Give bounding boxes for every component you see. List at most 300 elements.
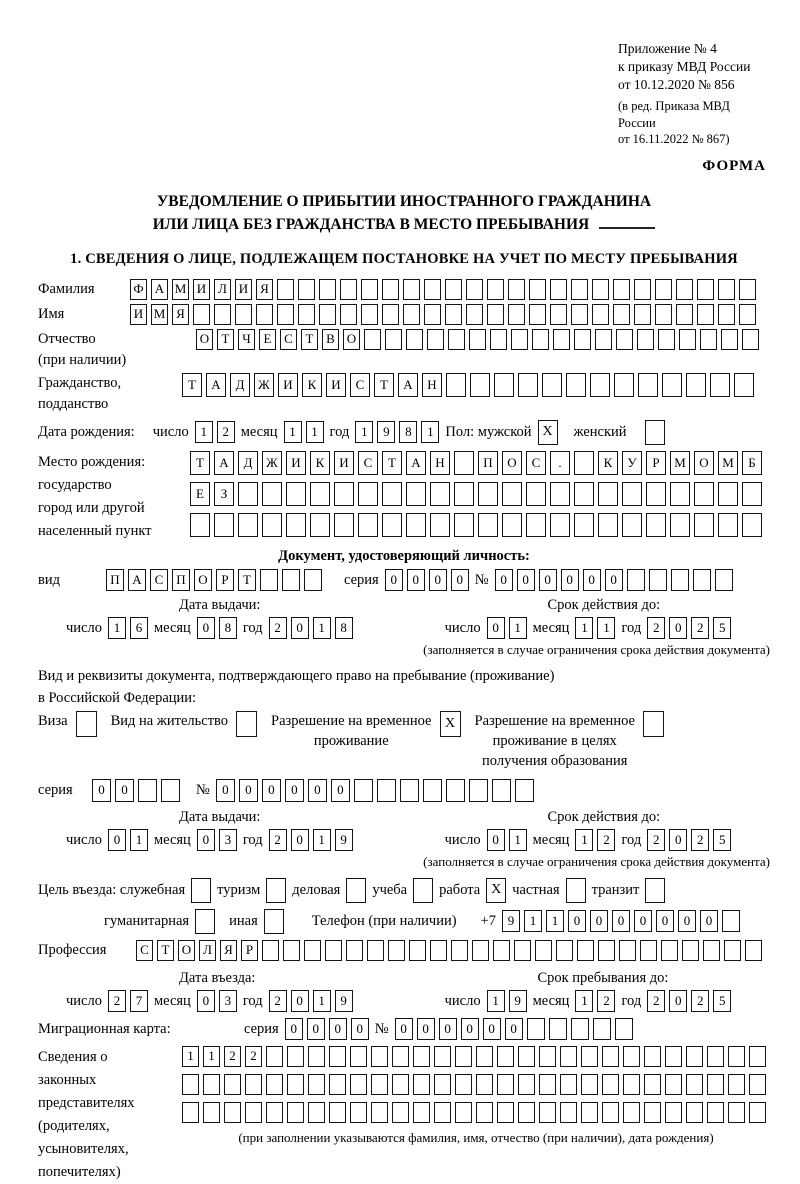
char-cell[interactable]: 6 xyxy=(130,617,148,639)
char-cell[interactable]: 2 xyxy=(647,990,665,1012)
char-cell[interactable]: 0 xyxy=(351,1018,369,1040)
char-cell[interactable]: 9 xyxy=(377,421,395,443)
char-cell[interactable] xyxy=(308,1102,325,1123)
char-cell[interactable]: 2 xyxy=(108,990,126,1012)
char-cell[interactable] xyxy=(518,1074,535,1095)
char-cell[interactable] xyxy=(476,1074,493,1095)
char-cell[interactable] xyxy=(434,1074,451,1095)
char-cell[interactable] xyxy=(602,1046,619,1067)
char-cell[interactable] xyxy=(532,329,549,350)
char-cell[interactable] xyxy=(722,910,740,932)
humanitarian-checkbox[interactable] xyxy=(195,909,215,934)
char-cell[interactable] xyxy=(644,1046,661,1067)
char-cell[interactable]: 0 xyxy=(331,779,350,802)
char-cell[interactable] xyxy=(446,373,466,397)
char-cell[interactable] xyxy=(260,569,278,591)
char-cell[interactable] xyxy=(497,1102,514,1123)
char-cell[interactable] xyxy=(539,1102,556,1123)
char-cell[interactable]: 0 xyxy=(92,779,111,802)
char-cell[interactable] xyxy=(593,1018,611,1040)
char-cell[interactable]: Е xyxy=(190,482,210,506)
char-cell[interactable]: 1 xyxy=(524,910,542,932)
char-cell[interactable] xyxy=(518,373,538,397)
char-cell[interactable] xyxy=(574,482,594,506)
char-cell[interactable]: О xyxy=(343,329,360,350)
char-cell[interactable]: 2 xyxy=(597,829,615,851)
char-cell[interactable] xyxy=(710,373,730,397)
char-cell[interactable] xyxy=(427,329,444,350)
char-cell[interactable] xyxy=(472,940,489,961)
char-cell[interactable]: Я xyxy=(256,279,273,300)
char-cell[interactable]: 1 xyxy=(313,990,331,1012)
char-cell[interactable]: К xyxy=(302,373,322,397)
char-cell[interactable] xyxy=(287,1046,304,1067)
char-cell[interactable] xyxy=(511,329,528,350)
char-cell[interactable] xyxy=(406,513,426,537)
char-cell[interactable] xyxy=(697,279,714,300)
char-cell[interactable]: Т xyxy=(374,373,394,397)
char-cell[interactable] xyxy=(283,940,300,961)
char-cell[interactable] xyxy=(571,304,588,325)
char-cell[interactable] xyxy=(742,513,762,537)
char-cell[interactable]: 8 xyxy=(219,617,237,639)
char-cell[interactable]: 2 xyxy=(269,990,287,1012)
char-cell[interactable]: 0 xyxy=(483,1018,501,1040)
char-cell[interactable] xyxy=(245,1074,262,1095)
char-cell[interactable]: 9 xyxy=(335,990,353,1012)
char-cell[interactable] xyxy=(310,482,330,506)
char-cell[interactable] xyxy=(728,1046,745,1067)
char-cell[interactable] xyxy=(277,304,294,325)
char-cell[interactable]: 0 xyxy=(239,779,258,802)
char-cell[interactable] xyxy=(581,1046,598,1067)
char-cell[interactable]: 0 xyxy=(285,1018,303,1040)
char-cell[interactable] xyxy=(715,569,733,591)
char-cell[interactable] xyxy=(451,940,468,961)
char-cell[interactable]: 3 xyxy=(219,990,237,1012)
char-cell[interactable] xyxy=(526,513,546,537)
char-cell[interactable] xyxy=(665,1074,682,1095)
char-cell[interactable] xyxy=(385,329,402,350)
char-cell[interactable] xyxy=(382,513,402,537)
char-cell[interactable] xyxy=(190,513,210,537)
char-cell[interactable]: 2 xyxy=(217,421,235,443)
char-cell[interactable] xyxy=(350,1046,367,1067)
char-cell[interactable] xyxy=(490,329,507,350)
char-cell[interactable]: 5 xyxy=(713,829,731,851)
char-cell[interactable] xyxy=(598,513,618,537)
char-cell[interactable]: 2 xyxy=(691,617,709,639)
char-cell[interactable] xyxy=(358,482,378,506)
char-cell[interactable] xyxy=(728,1102,745,1123)
char-cell[interactable]: С xyxy=(350,373,370,397)
char-cell[interactable]: 0 xyxy=(451,569,469,591)
char-cell[interactable]: 0 xyxy=(262,779,281,802)
char-cell[interactable]: 1 xyxy=(355,421,373,443)
female-checkbox[interactable] xyxy=(645,420,665,445)
char-cell[interactable] xyxy=(728,1074,745,1095)
char-cell[interactable] xyxy=(193,304,210,325)
char-cell[interactable] xyxy=(476,1102,493,1123)
char-cell[interactable]: 0 xyxy=(216,779,235,802)
char-cell[interactable] xyxy=(700,329,717,350)
char-cell[interactable]: 0 xyxy=(395,1018,413,1040)
char-cell[interactable] xyxy=(637,329,654,350)
char-cell[interactable] xyxy=(560,1102,577,1123)
char-cell[interactable] xyxy=(634,304,651,325)
char-cell[interactable] xyxy=(529,279,546,300)
char-cell[interactable] xyxy=(670,482,690,506)
char-cell[interactable]: Ч xyxy=(238,329,255,350)
char-cell[interactable]: 1 xyxy=(130,829,148,851)
char-cell[interactable] xyxy=(622,513,642,537)
char-cell[interactable] xyxy=(686,1074,703,1095)
char-cell[interactable]: 1 xyxy=(575,617,593,639)
char-cell[interactable] xyxy=(286,482,306,506)
char-cell[interactable] xyxy=(508,304,525,325)
char-cell[interactable] xyxy=(571,1018,589,1040)
char-cell[interactable]: 0 xyxy=(291,829,309,851)
char-cell[interactable] xyxy=(550,304,567,325)
char-cell[interactable] xyxy=(298,279,315,300)
char-cell[interactable] xyxy=(508,279,525,300)
char-cell[interactable]: П xyxy=(106,569,124,591)
char-cell[interactable]: А xyxy=(128,569,146,591)
residence-permit-checkbox[interactable] xyxy=(236,711,257,737)
char-cell[interactable]: О xyxy=(694,451,714,475)
char-cell[interactable] xyxy=(214,513,234,537)
char-cell[interactable] xyxy=(329,1046,346,1067)
char-cell[interactable] xyxy=(400,779,419,802)
char-cell[interactable]: 0 xyxy=(634,910,652,932)
char-cell[interactable] xyxy=(742,329,759,350)
transit-checkbox[interactable] xyxy=(645,878,665,903)
char-cell[interactable] xyxy=(287,1074,304,1095)
char-cell[interactable] xyxy=(371,1102,388,1123)
char-cell[interactable]: 1 xyxy=(546,910,564,932)
char-cell[interactable] xyxy=(354,779,373,802)
char-cell[interactable] xyxy=(445,279,462,300)
char-cell[interactable]: 0 xyxy=(329,1018,347,1040)
char-cell[interactable]: 0 xyxy=(197,990,215,1012)
char-cell[interactable]: П xyxy=(172,569,190,591)
char-cell[interactable]: 2 xyxy=(647,829,665,851)
char-cell[interactable] xyxy=(529,304,546,325)
char-cell[interactable]: Т xyxy=(217,329,234,350)
char-cell[interactable] xyxy=(424,279,441,300)
male-checkbox[interactable]: X xyxy=(538,420,558,445)
char-cell[interactable] xyxy=(286,513,306,537)
char-cell[interactable] xyxy=(238,513,258,537)
char-cell[interactable] xyxy=(319,304,336,325)
char-cell[interactable]: Я xyxy=(220,940,237,961)
char-cell[interactable] xyxy=(577,940,594,961)
char-cell[interactable]: П xyxy=(478,451,498,475)
char-cell[interactable] xyxy=(571,279,588,300)
char-cell[interactable] xyxy=(515,779,534,802)
char-cell[interactable]: 5 xyxy=(713,617,731,639)
char-cell[interactable]: 0 xyxy=(307,1018,325,1040)
char-cell[interactable] xyxy=(392,1046,409,1067)
char-cell[interactable] xyxy=(745,940,762,961)
char-cell[interactable] xyxy=(262,513,282,537)
char-cell[interactable] xyxy=(655,304,672,325)
char-cell[interactable] xyxy=(334,482,354,506)
char-cell[interactable] xyxy=(518,1046,535,1067)
char-cell[interactable] xyxy=(308,1046,325,1067)
char-cell[interactable]: И xyxy=(278,373,298,397)
char-cell[interactable] xyxy=(697,304,714,325)
char-cell[interactable]: 0 xyxy=(517,569,535,591)
char-cell[interactable] xyxy=(566,373,586,397)
char-cell[interactable]: Ж xyxy=(262,451,282,475)
char-cell[interactable]: Т xyxy=(301,329,318,350)
char-cell[interactable] xyxy=(413,1046,430,1067)
char-cell[interactable] xyxy=(478,513,498,537)
char-cell[interactable] xyxy=(682,940,699,961)
char-cell[interactable] xyxy=(350,1102,367,1123)
char-cell[interactable]: 0 xyxy=(539,569,557,591)
char-cell[interactable]: . xyxy=(550,451,570,475)
char-cell[interactable]: А xyxy=(406,451,426,475)
char-cell[interactable] xyxy=(350,1074,367,1095)
char-cell[interactable]: С xyxy=(280,329,297,350)
char-cell[interactable] xyxy=(325,940,342,961)
char-cell[interactable]: 3 xyxy=(219,829,237,851)
char-cell[interactable]: 0 xyxy=(115,779,134,802)
char-cell[interactable]: А xyxy=(398,373,418,397)
char-cell[interactable] xyxy=(707,1074,724,1095)
char-cell[interactable] xyxy=(455,1046,472,1067)
char-cell[interactable] xyxy=(455,1074,472,1095)
char-cell[interactable]: 2 xyxy=(597,990,615,1012)
char-cell[interactable] xyxy=(646,513,666,537)
char-cell[interactable]: Н xyxy=(430,451,450,475)
char-cell[interactable]: 1 xyxy=(284,421,302,443)
char-cell[interactable] xyxy=(644,1074,661,1095)
char-cell[interactable]: 0 xyxy=(308,779,327,802)
char-cell[interactable]: Т xyxy=(190,451,210,475)
char-cell[interactable]: 0 xyxy=(669,990,687,1012)
char-cell[interactable] xyxy=(671,569,689,591)
char-cell[interactable] xyxy=(470,373,490,397)
char-cell[interactable] xyxy=(634,279,651,300)
char-cell[interactable]: 0 xyxy=(291,990,309,1012)
char-cell[interactable] xyxy=(550,513,570,537)
char-cell[interactable] xyxy=(392,1074,409,1095)
char-cell[interactable]: 0 xyxy=(197,829,215,851)
char-cell[interactable] xyxy=(409,940,426,961)
official-checkbox[interactable] xyxy=(191,878,211,903)
char-cell[interactable]: 0 xyxy=(108,829,126,851)
char-cell[interactable] xyxy=(203,1074,220,1095)
char-cell[interactable] xyxy=(627,569,645,591)
char-cell[interactable] xyxy=(574,513,594,537)
char-cell[interactable] xyxy=(539,1046,556,1067)
char-cell[interactable] xyxy=(742,482,762,506)
char-cell[interactable]: З xyxy=(214,482,234,506)
char-cell[interactable]: О xyxy=(194,569,212,591)
char-cell[interactable] xyxy=(238,482,258,506)
char-cell[interactable] xyxy=(718,482,738,506)
char-cell[interactable] xyxy=(266,1046,283,1067)
char-cell[interactable] xyxy=(434,1046,451,1067)
char-cell[interactable] xyxy=(590,373,610,397)
char-cell[interactable] xyxy=(598,482,618,506)
char-cell[interactable] xyxy=(308,1074,325,1095)
char-cell[interactable] xyxy=(224,1102,241,1123)
char-cell[interactable]: 1 xyxy=(195,421,213,443)
char-cell[interactable] xyxy=(329,1074,346,1095)
char-cell[interactable]: 0 xyxy=(678,910,696,932)
char-cell[interactable]: С xyxy=(358,451,378,475)
char-cell[interactable]: 2 xyxy=(269,829,287,851)
tourism-checkbox[interactable] xyxy=(266,878,286,903)
char-cell[interactable] xyxy=(406,482,426,506)
char-cell[interactable]: Л xyxy=(199,940,216,961)
char-cell[interactable] xyxy=(466,279,483,300)
char-cell[interactable] xyxy=(478,482,498,506)
char-cell[interactable] xyxy=(430,513,450,537)
char-cell[interactable]: И xyxy=(235,279,252,300)
char-cell[interactable] xyxy=(340,304,357,325)
char-cell[interactable] xyxy=(245,1102,262,1123)
char-cell[interactable] xyxy=(182,1102,199,1123)
char-cell[interactable] xyxy=(718,304,735,325)
char-cell[interactable]: Б xyxy=(742,451,762,475)
char-cell[interactable] xyxy=(602,1074,619,1095)
char-cell[interactable] xyxy=(560,1046,577,1067)
char-cell[interactable] xyxy=(553,329,570,350)
char-cell[interactable] xyxy=(494,373,514,397)
char-cell[interactable]: И xyxy=(286,451,306,475)
char-cell[interactable] xyxy=(340,279,357,300)
char-cell[interactable] xyxy=(623,1102,640,1123)
char-cell[interactable]: К xyxy=(310,451,330,475)
char-cell[interactable] xyxy=(469,779,488,802)
char-cell[interactable] xyxy=(182,1074,199,1095)
char-cell[interactable] xyxy=(493,940,510,961)
char-cell[interactable] xyxy=(235,304,252,325)
char-cell[interactable]: 0 xyxy=(583,569,601,591)
char-cell[interactable] xyxy=(430,482,450,506)
char-cell[interactable] xyxy=(497,1046,514,1067)
char-cell[interactable]: 0 xyxy=(291,617,309,639)
char-cell[interactable] xyxy=(161,779,180,802)
char-cell[interactable]: 0 xyxy=(561,569,579,591)
char-cell[interactable]: 0 xyxy=(590,910,608,932)
study-checkbox[interactable] xyxy=(413,878,433,903)
temp-residence-education-checkbox[interactable] xyxy=(643,711,664,737)
char-cell[interactable] xyxy=(256,304,273,325)
char-cell[interactable] xyxy=(592,304,609,325)
char-cell[interactable] xyxy=(535,940,552,961)
char-cell[interactable] xyxy=(298,304,315,325)
char-cell[interactable] xyxy=(514,940,531,961)
char-cell[interactable]: Д xyxy=(238,451,258,475)
char-cell[interactable]: 1 xyxy=(313,829,331,851)
char-cell[interactable]: 0 xyxy=(669,829,687,851)
char-cell[interactable] xyxy=(487,279,504,300)
char-cell[interactable]: С xyxy=(526,451,546,475)
char-cell[interactable]: М xyxy=(172,279,189,300)
char-cell[interactable]: Т xyxy=(182,373,202,397)
char-cell[interactable] xyxy=(454,451,474,475)
char-cell[interactable] xyxy=(661,940,678,961)
char-cell[interactable]: 0 xyxy=(568,910,586,932)
char-cell[interactable]: 2 xyxy=(224,1046,241,1067)
char-cell[interactable] xyxy=(382,482,402,506)
char-cell[interactable] xyxy=(613,279,630,300)
char-cell[interactable]: М xyxy=(718,451,738,475)
char-cell[interactable] xyxy=(497,1074,514,1095)
char-cell[interactable]: И xyxy=(326,373,346,397)
char-cell[interactable]: В xyxy=(322,329,339,350)
char-cell[interactable] xyxy=(574,329,591,350)
char-cell[interactable]: С xyxy=(136,940,153,961)
char-cell[interactable]: Ж xyxy=(254,373,274,397)
char-cell[interactable]: Ф xyxy=(130,279,147,300)
char-cell[interactable] xyxy=(718,279,735,300)
char-cell[interactable] xyxy=(502,513,522,537)
char-cell[interactable]: 9 xyxy=(335,829,353,851)
char-cell[interactable] xyxy=(203,1102,220,1123)
char-cell[interactable] xyxy=(556,940,573,961)
char-cell[interactable]: 2 xyxy=(691,990,709,1012)
char-cell[interactable] xyxy=(454,513,474,537)
char-cell[interactable]: 9 xyxy=(509,990,527,1012)
char-cell[interactable] xyxy=(403,279,420,300)
char-cell[interactable] xyxy=(287,1102,304,1123)
char-cell[interactable] xyxy=(703,940,720,961)
char-cell[interactable] xyxy=(358,513,378,537)
char-cell[interactable]: Я xyxy=(172,304,189,325)
char-cell[interactable]: Р xyxy=(646,451,666,475)
char-cell[interactable] xyxy=(638,373,658,397)
char-cell[interactable] xyxy=(434,1102,451,1123)
char-cell[interactable] xyxy=(734,373,754,397)
char-cell[interactable] xyxy=(614,373,634,397)
char-cell[interactable]: А xyxy=(206,373,226,397)
char-cell[interactable] xyxy=(592,279,609,300)
char-cell[interactable] xyxy=(718,513,738,537)
char-cell[interactable] xyxy=(694,482,714,506)
char-cell[interactable]: Р xyxy=(216,569,234,591)
char-cell[interactable] xyxy=(214,304,231,325)
char-cell[interactable] xyxy=(560,1074,577,1095)
char-cell[interactable] xyxy=(581,1102,598,1123)
char-cell[interactable] xyxy=(686,373,706,397)
work-checkbox[interactable]: X xyxy=(486,878,506,903)
char-cell[interactable]: 0 xyxy=(612,910,630,932)
char-cell[interactable] xyxy=(382,279,399,300)
char-cell[interactable] xyxy=(224,1074,241,1095)
char-cell[interactable]: С xyxy=(150,569,168,591)
char-cell[interactable] xyxy=(361,304,378,325)
char-cell[interactable]: Т xyxy=(238,569,256,591)
char-cell[interactable] xyxy=(646,482,666,506)
char-cell[interactable] xyxy=(492,779,511,802)
char-cell[interactable] xyxy=(693,569,711,591)
char-cell[interactable] xyxy=(679,329,696,350)
char-cell[interactable] xyxy=(319,279,336,300)
char-cell[interactable] xyxy=(640,940,657,961)
char-cell[interactable]: О xyxy=(178,940,195,961)
char-cell[interactable] xyxy=(445,304,462,325)
char-cell[interactable] xyxy=(707,1102,724,1123)
char-cell[interactable]: 0 xyxy=(605,569,623,591)
char-cell[interactable]: Е xyxy=(259,329,276,350)
